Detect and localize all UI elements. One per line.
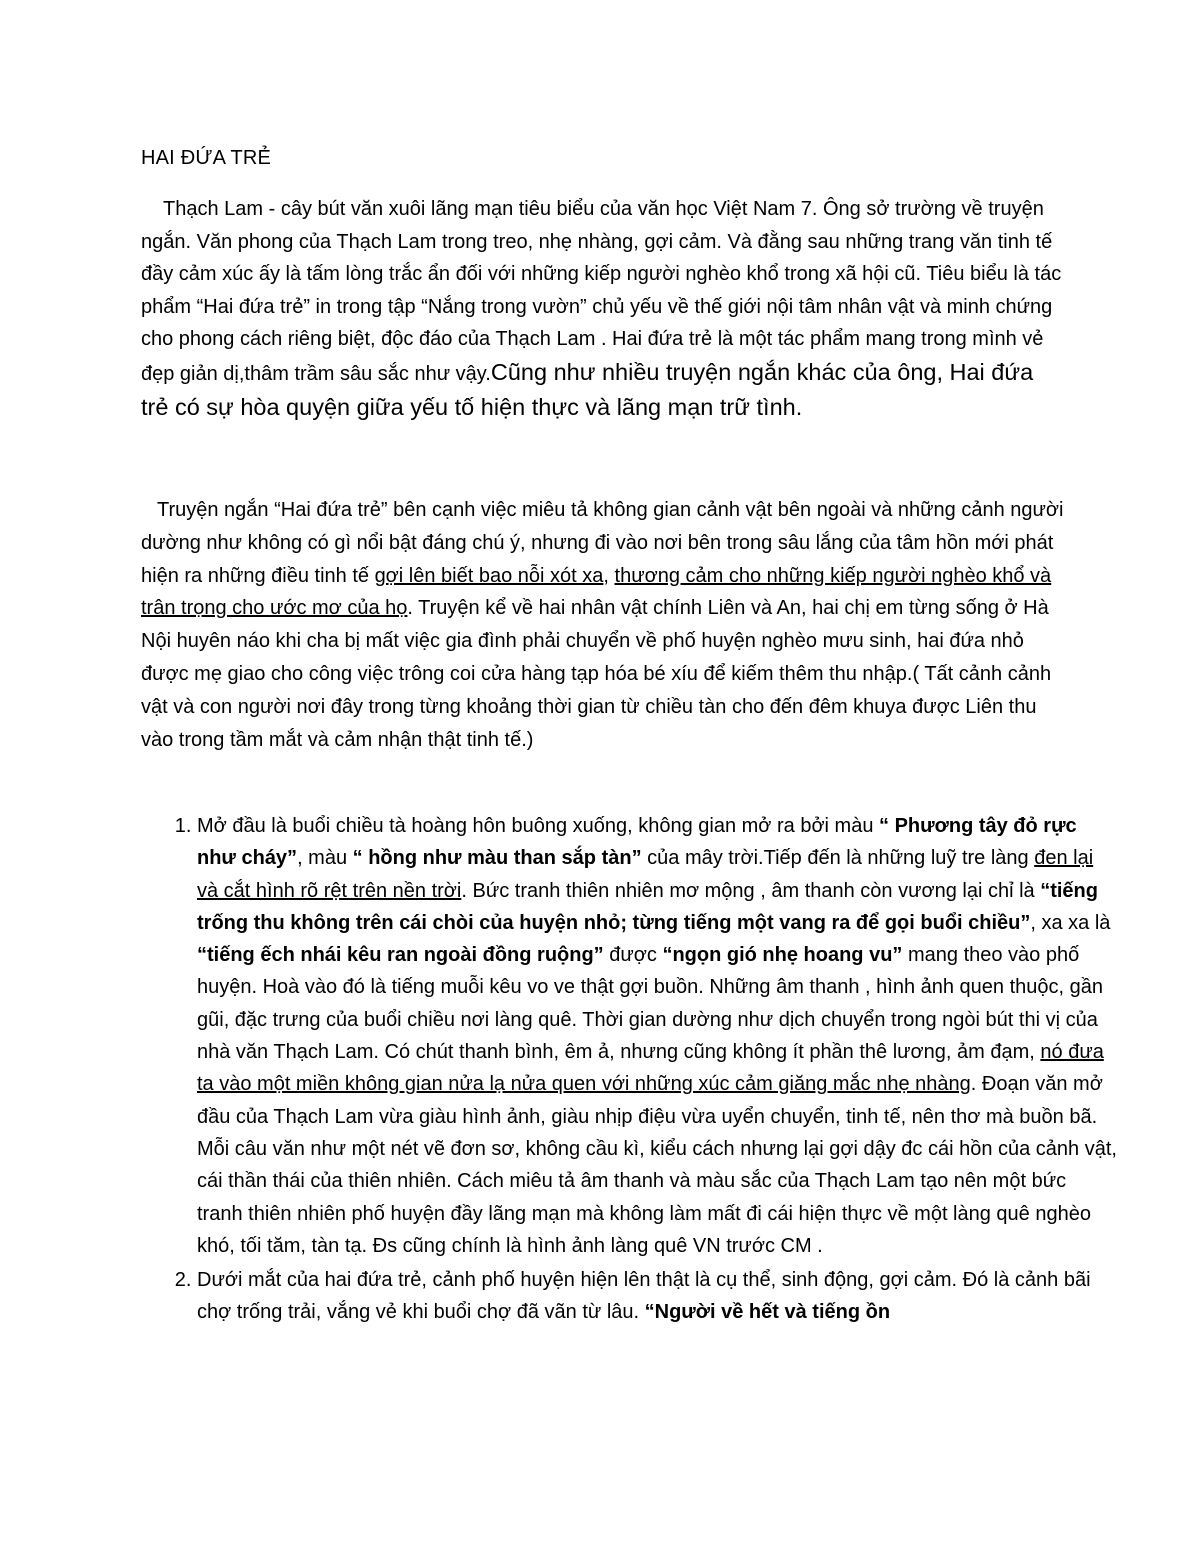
item1-text-7: mang theo vào phố huyện. Hoà vào đó là tiếng muỗi kêu vo ve thật gợi buồn. Những âm thanh , hình ảnh quen thuộc, gần gũi, đặc trưng của buổi chiều nơi làng quê. Thời gian dường như dịch chuyển trong ngòi bút thi vị của nhà văn Thạch Lam. Có chút thanh bình, êm ả, nhưng cũng không ít phần thê lương, ảm đạm, <box>197 944 1104 1064</box>
item1-underline-1: đen lại và cắt hình rõ rệt trên nền trời <box>197 847 1094 902</box>
item1-text-8: . Đoạn văn mở đầu của Thạch Lam vừa giàu hình ảnh, giàu nhịp điệu vừa uyển chuyển, tinh tế, nên thơ mà buồn bã. Mỗi câu văn như một nét vẽ đơn sơ, không cầu kì, kiểu cách nhưng lại gợi dậy đc cái hồn của cảnh vật, cái thần thái của thiên nhiên. Cách miêu tả âm thanh và màu sắc của Thạch Lam tạo nên một bức tranh thiên nhiên phố huyện đầy lãng mạn mà không làm mất đi cái hiện thực về một làng quê nghèo khó, tối tăm, tàn tạ. Đs cũng chính là hình ảnh làng quê VN trước CM . <box>197 1073 1117 1257</box>
item1-bold-2: “ hồng như màu than sắp tàn” <box>352 847 642 870</box>
item1-text-2: , màu <box>297 847 353 870</box>
item1-bold-5: “ngọn gió nhẹ hoang vu” <box>662 944 903 967</box>
intro-paragraph <box>141 193 1066 425</box>
intro-large-text: Cũng như nhiều truyện ngắn khác của ông, Hai đứa trẻ có sự hòa quyện giữa yếu tố hiện thực và lãng mạn trữ tình. <box>141 358 1034 420</box>
summary-comma: , <box>603 564 615 587</box>
item1-text-3: của mây trời.Tiếp đến là những luỹ tre làng <box>641 847 1035 870</box>
summary-paragraph <box>141 494 1066 756</box>
item1-text-1: Mở đầu là buổi chiều tà hoàng hôn buông xuống, không gian mở ra bởi màu <box>197 815 880 837</box>
item1-bold-3: “tiếng trống thu không trên cái chòi của huyện nhỏ; từng tiếng một vang ra để gọi buổi chiều” <box>197 879 1098 934</box>
document-title: HAI ĐỨA TRẺ <box>141 147 272 169</box>
item1-bold-1: “ Phương tây đỏ rực như cháy” <box>197 815 1077 870</box>
item2-text-1: Dưới mắt của hai đứa trẻ, cảnh phố huyện hiện lên thật là cụ thể, sinh động, gợi cảm. Đó là cảnh bãi chợ trống trải, vắng vẻ khi buổi chợ đã vãn từ lâu. <box>197 1269 1091 1324</box>
list-item <box>197 810 1117 1262</box>
underlined-phrase-2: thương cảm cho những kiếp người nghèo khổ và trân trọng cho ước mơ của họ <box>141 564 1052 620</box>
item1-text-6: được <box>603 944 663 967</box>
item1-text-5: , xa xa là <box>1030 911 1111 934</box>
analysis-list <box>141 810 1117 1329</box>
intro-text: Thạch Lam - cây bút văn xuôi lãng mạn tiêu biểu của văn học Việt Nam 7. Ông sở trường về truyện ngắn. Văn phong của Thạch Lam trong treo, nhẹ nhàng, gợi cảm. Và đằng sau những trang văn tinh tế đầy cảm xúc ấy là tấm lòng trắc ẩn đối với những kiếp người nghèo khổ trong xã hội cũ. Tiêu biểu là tác phẩm “Hai đứa trẻ” in trong tập “Nắng trong vườn” chủ yếu về thế giới nội tâm nhân vật và minh chứng cho phong cách riêng biệt, độc đáo của Thạch Lam . Hai đứa trẻ là một tác phẩm mang trong mình vẻ đẹp giản dị,thâm trầm sâu sắc như vậy. <box>141 198 1062 385</box>
item1-underline-2: nó đưa ta vào một miền không gian nửa lạ nửa quen với những xúc cảm giăng mắc nhẹ nhàng <box>197 1041 1104 1096</box>
underlined-phrase-1: gợi lên biết bao nỗi xót xa <box>374 564 604 587</box>
item1-bold-4: “tiếng ếch nhái kêu ran ngoài đồng ruộng” <box>197 944 604 967</box>
summary-text-b: . Truyện kể về hai nhân vật chính Liên và An, hai chị em từng sống ở Hà Nội huyên náo khi cha bị mất việc gia đình phải chuyển về phố huyện nghèo mưu sinh, hai đứa nhỏ được mẹ giao cho công việc trông coi cửa hàng tạp hóa bé xíu để kiếm thêm thu nhập.( Tất cảnh cảnh vật và con người nơi đây trong từng khoảng thời gian từ chiều tàn cho đến đêm khuya được Liên thu vào trong tầm mắt và cảm nhận thật tinh tế.) <box>141 597 1052 751</box>
list-item <box>197 1264 1117 1329</box>
item2-bold-1: “Người về hết và tiếng ồn <box>644 1301 891 1324</box>
summary-text-a: Truyện ngắn “Hai đứa trẻ” bên cạnh việc miêu tả không gian cảnh vật bên ngoài và những cảnh người dường như không có gì nổi bật đáng chú ý, nhưng đi vào nơi bên trong sâu lắng của tâm hồn mới phát hiện ra những điều tinh tế <box>141 499 1064 587</box>
item1-text-4: . Bức tranh thiên nhiên mơ mộng , âm thanh còn vương lại chỉ là <box>461 879 1041 902</box>
